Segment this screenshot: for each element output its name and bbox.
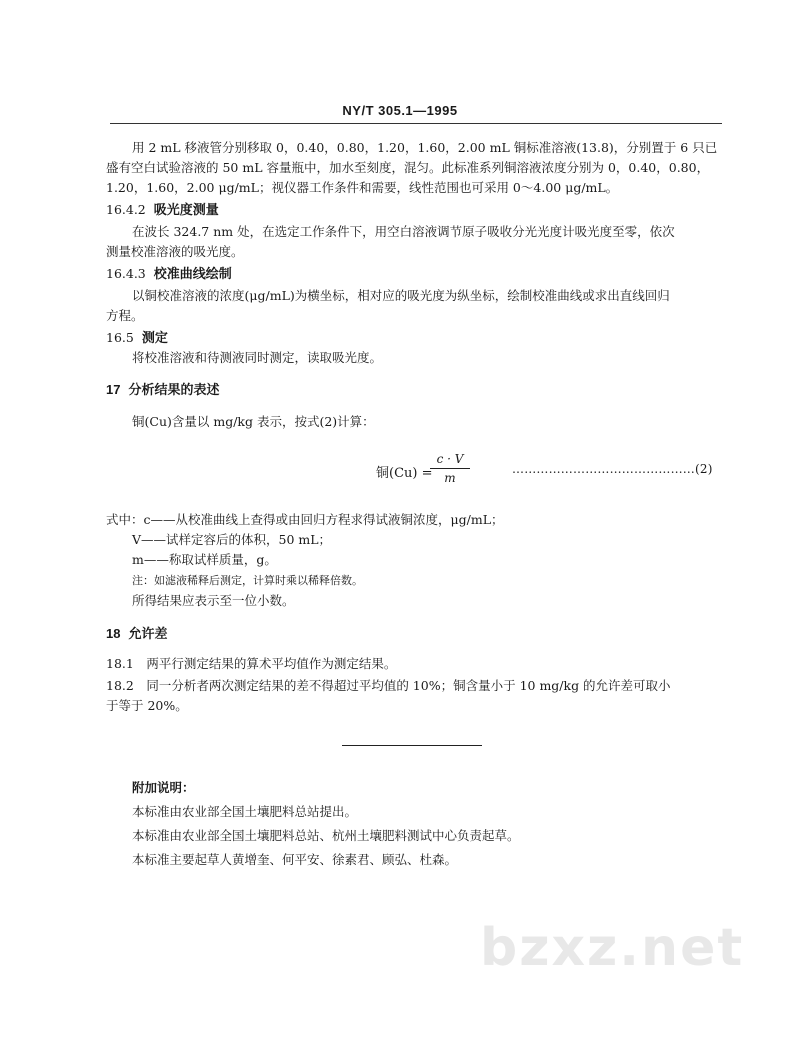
section-title: 校准曲线绘制 <box>153 266 232 281</box>
where-m: m——称取试样质量，g。 <box>132 552 277 567</box>
end-divider <box>342 745 482 746</box>
paragraph-line: 用 2 mL 移液管分别移取 0，0.40，0.80，1.20，1.60，2.00 mL 铜标准溶液(13.8)，分别置于 6 只已 <box>132 140 718 155</box>
formula-denominator: m <box>444 471 456 485</box>
appendix-line: 本标准由农业部全国土壤肥料总站提出。 <box>132 805 358 819</box>
note: 注：如滤液稀释后测定，计算时乘以稀释倍数。 <box>132 574 363 587</box>
section-number: 18 <box>106 626 121 641</box>
standard-header: NY/T 305.1—1995 <box>342 103 458 118</box>
paragraph-line: 测量校准溶液的吸光度。 <box>106 244 244 259</box>
section-number: 17 <box>106 382 121 397</box>
section-heading-16-4-3 <box>106 266 232 282</box>
paragraph-line: 铜(Cu)含量以 mg/kg 表示，按式(2)计算： <box>132 414 375 429</box>
formula-lhs: 铜(Cu) = <box>376 466 433 481</box>
paragraph-line: 盛有空白试验溶液的 50 mL 容量瓶中，加水至刻度，混匀。此标准系列铜溶液浓度分别为 0，0.40，0.80， <box>106 160 710 175</box>
clause-18-2-line1: 18.2 同一分析者两次测定结果的差不得超过平均值的 10%；铜含量小于 10 mg/kg 的允许差可取小 <box>106 678 671 693</box>
section-number: 16.4.2 <box>106 202 146 217</box>
clause-18-2-line2: 于等于 20%。 <box>106 698 188 713</box>
formula-numerator: c · V <box>436 452 464 466</box>
section-heading-16-5 <box>106 330 168 346</box>
section-heading-16-4-2 <box>106 202 219 218</box>
appendix-line: 本标准主要起草人黄增奎、何平安、徐素君、顾弘、杜森。 <box>132 853 458 867</box>
formula-fraction <box>430 452 470 485</box>
section-title: 分析结果的表述 <box>128 382 220 397</box>
section-title: 测定 <box>141 330 168 345</box>
result-precision: 所得结果应表示至一位小数。 <box>132 593 295 608</box>
section-title: 吸光度测量 <box>153 202 219 217</box>
where-c: 式中：c——从校准曲线上查得或由回归方程求得试液铜浓度，μg/mL； <box>106 512 504 527</box>
formula-number: ………………………………………(2) <box>512 462 713 476</box>
appendix-line: 本标准由农业部全国土壤肥料总站、杭州土壤肥料测试中心负责起草。 <box>132 829 520 843</box>
fraction-bar <box>430 468 470 469</box>
clause-18-1: 18.1 两平行测定结果的算术平均值作为测定结果。 <box>106 656 397 671</box>
paragraph-line: 将校准溶液和待测液同时测定，读取吸光度。 <box>132 350 383 365</box>
where-v: V——试样定容后的体积，50 mL； <box>132 532 332 547</box>
section-heading-18 <box>106 626 167 642</box>
paragraph-line: 在波长 324.7 nm 处，在选定工作条件下，用空白溶液调节原子吸收分光光度计吸光度至零，依次 <box>132 224 675 239</box>
header-divider <box>110 123 722 124</box>
paragraph-line: 1.20，1.60，2.00 μg/mL；视仪器工作条件和需要，线性范围也可采用 0～4.00 μg/mL。 <box>106 180 619 195</box>
section-heading-17 <box>106 382 219 398</box>
watermark: bzxz.net <box>480 918 745 978</box>
appendix-title: 附加说明： <box>132 781 195 795</box>
paragraph-line: 方程。 <box>106 308 144 323</box>
section-number: 16.4.3 <box>106 266 146 281</box>
paragraph-line: 以铜校准溶液的浓度(μg/mL)为横坐标，相对应的吸光度为纵坐标，绘制校准曲线或求出直线回归 <box>132 288 670 303</box>
section-title: 允许差 <box>128 626 168 641</box>
section-number: 16.5 <box>106 330 134 345</box>
